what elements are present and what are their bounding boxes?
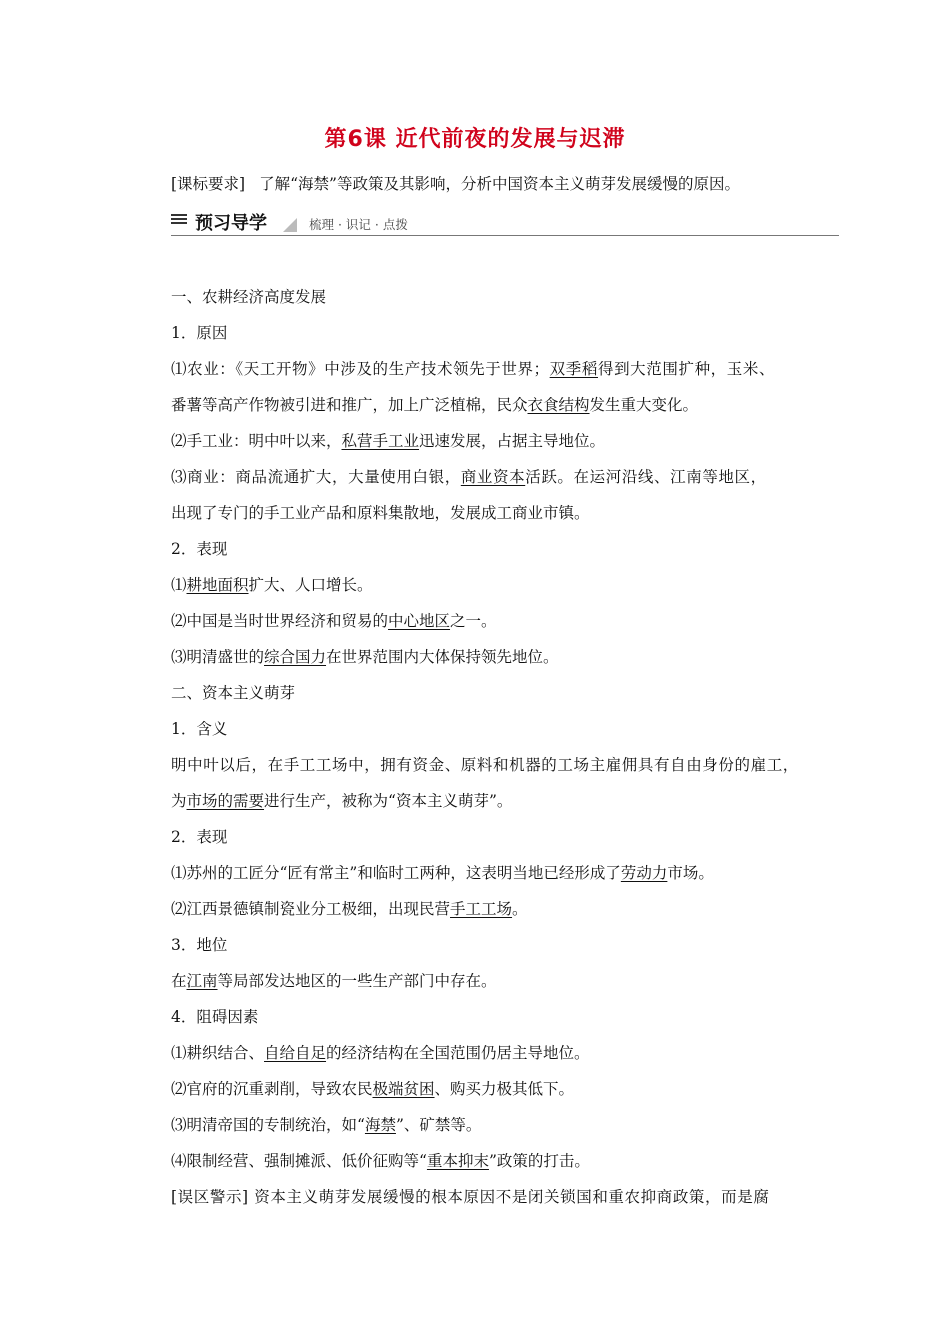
line-text: 活跃。在运河沿线、江南等地区，: [525, 468, 767, 486]
triangle-icon: [283, 218, 297, 232]
requirement-text: 了解“海禁”等政策及其影响，分析中国资本主义萌芽发展缓慢的原因。: [259, 175, 740, 193]
underlined-answer: 综合国力: [264, 648, 327, 666]
text-line: [171, 999, 839, 1035]
underlined-answer: 耕地面积: [186, 576, 249, 594]
line-text: 得到大范围扩种，玉米、: [597, 360, 776, 378]
underlined-answer: 海禁: [364, 1116, 396, 1134]
text-line: [171, 1179, 839, 1215]
line-text: ⑴苏州的工匠分“匠有常主”和临时工两种，这表明当地已经形成了: [171, 864, 621, 882]
line-text: 2．表现: [171, 828, 228, 846]
line-text: ⑵官府的沉重剥削，导致农民: [171, 1080, 373, 1098]
text-line: [171, 387, 839, 423]
line-text: 一、农耕经济高度发展: [171, 288, 327, 306]
text-line: [171, 891, 839, 927]
line-text: 二、资本主义萌芽: [171, 684, 296, 702]
underlined-answer: 商业资本: [460, 468, 526, 486]
line-text: 1．含义: [171, 720, 228, 738]
text-line: [171, 315, 839, 351]
line-text: 的经济结构在全国范围仍居主导地位。: [326, 1044, 590, 1062]
line-text: ⑴农业：《天工开物》中涉及的生产技术领先于世界；: [171, 360, 550, 378]
line-text: ⑶明清帝国的专制统治，如“: [171, 1116, 365, 1134]
underlined-answer: 中心地区: [388, 612, 451, 630]
text-line: [171, 819, 839, 855]
text-line: [171, 963, 839, 999]
text-line: [171, 711, 839, 747]
line-text: [误区警示] 资本主义萌芽发展缓慢的根本原因不是闭关锁国和重农抑商政策，而是腐: [171, 1188, 770, 1206]
underlined-answer: 重本抑末: [426, 1152, 489, 1170]
underlined-answer: 极端贫困: [372, 1080, 435, 1098]
line-text: 2．表现: [171, 540, 228, 558]
line-text: 之一。: [450, 612, 497, 630]
line-text: 扩大、人口增长。: [248, 576, 373, 594]
underlined-answer: 手工工场: [450, 900, 513, 918]
requirement-tag: [课标要求]: [171, 175, 246, 193]
line-text: 、购买力极其低下。: [434, 1080, 575, 1098]
line-text: 出现了专门的手工业产品和原料集散地，发展成工商业市镇。: [171, 504, 590, 522]
text-line: [171, 675, 839, 711]
line-text: 进行生产，被称为“资本主义萌芽”。: [264, 792, 513, 810]
text-line: [171, 927, 839, 963]
line-text: ⑵手工业：明中叶以来，: [171, 432, 342, 450]
section-banner: [171, 208, 839, 238]
text-line: [171, 747, 839, 783]
line-text: 1．原因: [171, 324, 228, 342]
text-line: [171, 423, 839, 459]
stripes-icon: [171, 214, 187, 226]
line-text: 发生重大变化。: [589, 396, 699, 414]
line-text: 在世界范围内大体保持领先地位。: [326, 648, 559, 666]
text-line: [171, 279, 839, 315]
line-text: 等局部发达地区的一些生产部门中存在。: [217, 972, 497, 990]
line-text: ⑵中国是当时世界经济和贸易的: [171, 612, 389, 630]
line-text: ⑷限制经营、强制摊派、低价征购等“: [171, 1152, 427, 1170]
text-line: [171, 1071, 839, 1107]
underlined-answer: 私营手工业: [341, 432, 420, 450]
lesson-title: 第6课 近代前夜的发展与迟滞: [324, 127, 626, 152]
line-text: ”政策的打击。: [488, 1152, 590, 1170]
line-text: 迅速发展，占据主导地位。: [419, 432, 606, 450]
line-text: 。: [512, 900, 528, 918]
line-text: ⑶明清盛世的: [171, 648, 265, 666]
curriculum-requirement: [171, 172, 740, 194]
line-text: ⑶商业：商品流通扩大，大量使用白银，: [171, 468, 461, 486]
underlined-answer: 衣食结构: [527, 396, 590, 414]
document-body: [171, 262, 839, 1215]
line-text: 在: [171, 972, 187, 990]
text-line: [171, 495, 839, 531]
underlined-answer: 市场的需要: [186, 792, 265, 810]
line-text: 4．阻碍因素: [171, 1008, 259, 1026]
text-line: [171, 1107, 839, 1143]
line-text: 番薯等高产作物被引进和推广，加上广泛植棉，民众: [171, 396, 528, 414]
text-line: [171, 351, 839, 387]
underlined-answer: 自给自足: [264, 1044, 327, 1062]
text-line: [171, 531, 839, 567]
underlined-answer: 双季稻: [549, 360, 598, 378]
line-text: 3．地位: [171, 936, 228, 954]
line-text: 明中叶以后，在手工工场中，拥有资金、原料和机器的工场主雇佣具有自由身份的雇工，: [171, 756, 799, 774]
underlined-answer: 江南: [186, 972, 218, 990]
text-line: [171, 459, 839, 495]
text-line: [171, 783, 839, 819]
text-line: [171, 855, 839, 891]
line-text: ⑵江西景德镇制瓷业分工极细，出现民营: [171, 900, 451, 918]
banner-heading: 预习导学: [195, 213, 267, 234]
banner-subtitle: 梳理 · 识记 · 点拨: [309, 217, 408, 232]
line-text: 为: [171, 792, 187, 810]
banner-rule: [171, 235, 839, 236]
line-text: ⑴耕织结合、: [171, 1044, 265, 1062]
line-text: 市场。: [667, 864, 714, 882]
line-text: ⑴: [171, 576, 187, 594]
text-line: [171, 1035, 839, 1071]
text-line: [171, 567, 839, 603]
underlined-answer: 劳动力: [620, 864, 668, 882]
text-line: [171, 603, 839, 639]
text-line: [171, 1143, 839, 1179]
text-line: [171, 639, 839, 675]
line-text: ”、矿禁等。: [395, 1116, 482, 1134]
